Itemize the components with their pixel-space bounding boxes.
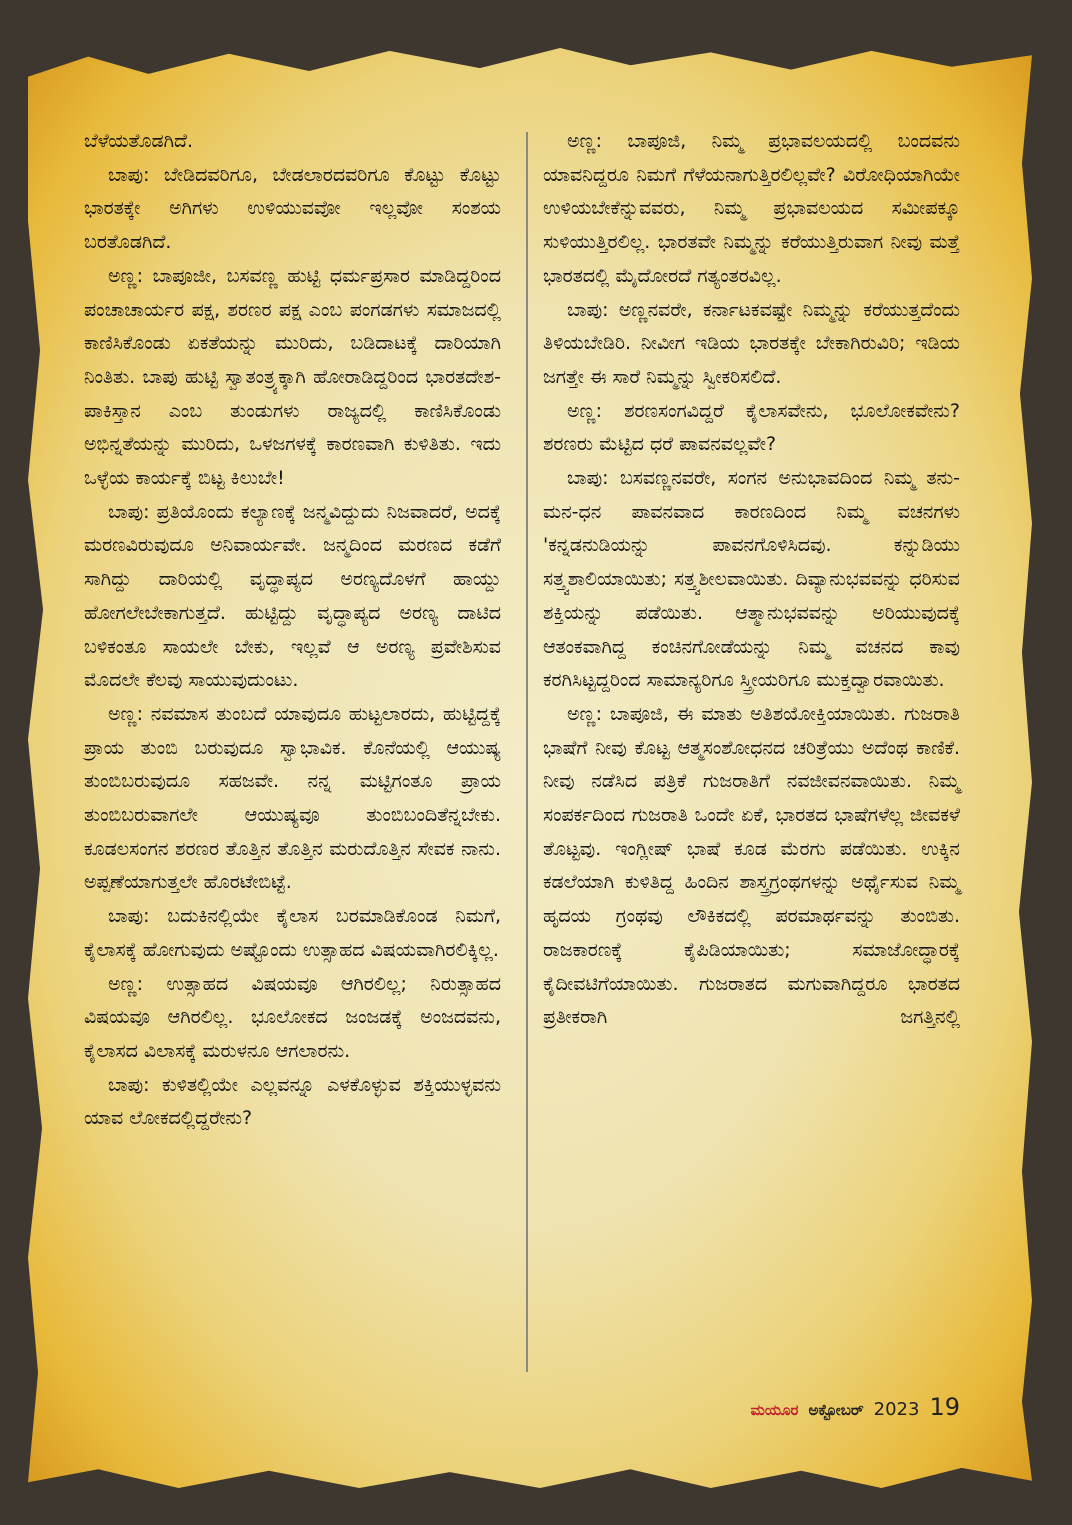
paragraph: ಅಣ್ಣ: ಬಾಪೂಜಿ, ನಿಮ್ಮ ಪ್ರಭಾವಲಯದಲ್ಲಿ ಬಂದವನು ಯಾವನಿದ್ದರೂ ನಿಮಗೆ ಗೆಳೆಯನಾಗುತ್ತಿರಲಿಲ್ಲವೇ? ವಿರೋಧಿಯಾಗಿಯೇ ಉಳಿಯಬೇಕೆನ್ನುವವರು, ನಿಮ್ಮ ಪ್ರಭಾವಲಯದ ಸಮೀಪಕ್ಕೂ ಸುಳಿಯುತ್ತಿರಲಿಲ್ಲ. ಭಾರತವೇ ನಿಮ್ಮನ್ನು ಕರೆಯುತ್ತಿರುವಾಗ ನೀವು ಮತ್ತೆ ಭಾರತದಲ್ಲಿ ಮೈದೋರದೆ ಗತ್ಯಂತರವಿಲ್ಲ. xyxy=(543,130,960,287)
column-divider xyxy=(526,132,528,1372)
paragraph: ಬಾಪು: ಕುಳಿತಲ್ಲಿಯೇ ಎಲ್ಲವನ್ನೂ ಎಳಕೊಳ್ಳುವ ಶಕ್ತಿಯುಳ್ಳವನು ಯಾವ ಲೋಕದಲ್ಲಿದ್ದರೇನು? xyxy=(84,1073,501,1130)
paragraph: ಬಾಪು: ಬಸವಣ್ಣನವರೇ, ಸಂಗನ ಅನುಭಾವದಿಂದ ನಿಮ್ಮ ತನು-ಮನ-ಧನ ಪಾವನವಾದ ಕಾರಣದಿಂದ ನಿಮ್ಮ ವಚನಗಳು 'ಕನ್ನಡನುಡಿಯನ್ನು ಪಾವನಗೊಳಿಸಿದವು. ಕನ್ನುಡಿಯು ಸತ್ತ್ವಶಾಲಿಯಾಯಿತು; ಸತ್ತ್ವಶೀಲವಾಯಿತು. ದಿವ್ಯಾನುಭವವನ್ನು ಧರಿಸುವ ಶಕ್ತಿಯನ್ನು ಪಡೆಯಿತು. ಆತ್ಮಾನುಭವವನ್ನು ಅರಿಯುವುದಕ್ಕೆ ಆತಂಕವಾಗಿದ್ದ ಕಂಚಿನಗೋಡೆಯನ್ನು ನಿಮ್ಮ ವಚನದ ಕಾವು ಕರಗಿಸಿಟ್ಟದ್ದರಿಂದ ಸಾಮಾನ್ಯರಿಗೂ ಸ್ತ್ರೀಯರಿಗೂ ಮುಕ್ತದ್ವಾರವಾಯಿತು. xyxy=(543,467,960,692)
left-column xyxy=(84,125,501,1136)
right-column xyxy=(543,125,960,1035)
paragraph: ಬಾಪು: ಅಣ್ಣನವರೇ, ಕರ್ನಾಟಕವಷ್ಟೇ ನಿಮ್ಮನ್ನು ಕರೆಯುತ್ತದೆಂದು ತಿಳಿಯಬೇಡಿರಿ. ನೀವೀಗ ಇಡಿಯ ಭಾರತಕ್ಕೇ ಬೇಕಾಗಿರುವಿರಿ; ಇಡಿಯ ಜಗತ್ತೇ ಈ ಸಾರೆ ನಿಮ್ಮನ್ನು ಸ್ವೀಕರಿಸಲಿದೆ. xyxy=(543,298,960,388)
page-footer xyxy=(751,1393,960,1421)
paragraph: ಬಾಪು: ಬೇಡಿದವರಿಗೂ, ಬೇಡಲಾರದವರಿಗೂ ಕೊಟ್ಟು ಕೊಟ್ಟು ಭಾರತಕ್ಕೇ ಅಗಿಗಳು ಉಳಿಯುವವೋ ಇಲ್ಲವೋ ಸಂಶಯ ಬರತೊಡಗಿದೆ. xyxy=(84,163,501,254)
issue-year: 2023 xyxy=(873,1399,920,1420)
paragraph: ಬಾಪು: ಪ್ರತಿಯೊಂದು ಕಲ್ಯಾಣಕ್ಕೆ ಜನ್ಮವಿದ್ದುದು ನಿಜವಾದರೆ, ಅದಕ್ಕೆ ಮರಣವಿರುವುದೂ ಅನಿವಾರ್ಯವೇ. ಜನ್ಮದಿಂದ ಮರಣದ ಕಡೆಗೆ ಸಾಗಿದ್ದು ದಾರಿಯಲ್ಲಿ ವೃದ್ಧಾಪ್ಯದ ಅರಣ್ಯದೊಳಗೆ ಹಾಯ್ದು ಹೋಗಲೇಬೇಕಾಗುತ್ತದೆ. ಹುಟ್ಟಿದ್ದು ವೃದ್ಧಾಪ್ಯದ ಅರಣ್ಯ ದಾಟಿದ ಬಳಿಕಂತೂ ಸಾಯಲೇ ಬೇಕು, ಇಲ್ಲವೆ ಆ ಅರಣ್ಯ ಪ್ರವೇಶಿಸುವ ಮೊದಲೇ ಕೆಲವು ಸಾಯುವುದುಂಟು. xyxy=(84,500,501,692)
paragraph: ಅಣ್ಣ: ಬಾಪೂಜಿ, ಈ ಮಾತು ಅತಿಶಯೋಕ್ತಿಯಾಯಿತು. ಗುಜರಾತಿ ಭಾಷೆಗೆ ನೀವು ಕೊಟ್ಟ ಆತ್ಮಸಂಶೋಧನದ ಚರಿತ್ರೆಯು ಅದೆಂಥ ಕಾಣಿಕೆ. ನೀವು ನಡೆಸಿದ ಪತ್ರಿಕೆ ಗುಜರಾತಿಗೆ ನವಜೀವನವಾಯಿತು. ನಿಮ್ಮ ಸಂಪರ್ಕದಿಂದ ಗುಜರಾತಿ ಒಂದೇ ಏಕೆ, ಭಾರತದ ಭಾಷೆಗಳೆಲ್ಲ ಜೀವಕಳೆ ತೊಟ್ಟವು. ಇಂಗ್ಲೀಷ್ ಭಾಷೆ ಕೂಡ ಮೆರಗು ಪಡೆಯಿತು. ಉಕ್ಕಿನ ಕಡಲೆಯಾಗಿ ಕುಳಿತಿದ್ದ ಹಿಂದಿನ ಶಾಸ್ತ್ರಗ್ರಂಥಗಳನ್ನು ಅರ್ಥೈಸುವ ನಿಮ್ಮ ಹೃದಯ ಗ್ರಂಥವು ಲೌಕಿಕದಲ್ಲಿ ಪರಮಾರ್ಥವನ್ನು ತುಂಬಿತು. ರಾಜಕಾರಣಕ್ಕೆ ಕೈಪಿಡಿಯಾಯಿತು; ಸಮಾಜೋದ್ಧಾರಕ್ಕೆ ಕೈದೀವಟಿಗೆಯಾಯಿತು. ಗುಜರಾತದ ಮಗುವಾಗಿದ್ದರೂ ಭಾರತದ ಪ್ರತೀಕರಾಗಿ ಜಗತ್ತಿನಲ್ಲಿ xyxy=(543,702,960,1029)
paragraph: ಅಣ್ಣ: ಉತ್ಸಾಹದ ವಿಷಯವೂ ಆಗಿರಲಿಲ್ಲ; ನಿರುತ್ಸಾಹದ ವಿಷಯವೂ ಆಗಿರಲಿಲ್ಲ. ಭೂಲೋಕದ ಜಂಜಡಕ್ಕೆ ಅಂಜದವನು, ಕೈಲಾಸದ ವಿಲಾಸಕ್ಕೆ ಮರುಳನೂ ಆಗಲಾರನು. xyxy=(84,972,501,1062)
magazine-brand: ಮಯೂರ xyxy=(750,1401,799,1419)
issue-month: ಅಕ್ಟೋಬರ್ xyxy=(808,1401,864,1419)
page-number: 19 xyxy=(929,1393,960,1421)
paragraph: ಅಣ್ಣ: ಬಾಪೂಜೀ, ಬಸವಣ್ಣ ಹುಟ್ಟಿ ಧರ್ಮಪ್ರಸಾರ ಮಾಡಿದ್ದರಿಂದ ಪಂಚಾಚಾರ್ಯರ ಪಕ್ಷ, ಶರಣರ ಪಕ್ಷ ಎಂಬ ಪಂಗಡಗಳು ಸಮಾಜದಲ್ಲಿ ಕಾಣಿಸಿಕೊಂಡು ಏಕತೆಯನ್ನು ಮುರಿದು, ಬಡಿದಾಟಕ್ಕೆ ದಾರಿಯಾಗಿ ನಿಂತಿತು. ಬಾಪು ಹುಟ್ಟಿ ಸ್ವಾತಂತ್ರ್ಯಕ್ಕಾಗಿ ಹೋರಾಡಿದ್ದರಿಂದ ಭಾರತದೇಶ-ಪಾಕಿಸ್ತಾನ ಎಂಬ ತುಂಡುಗಳು ರಾಜ್ಯದಲ್ಲಿ ಕಾಣಿಸಿಕೊಂಡು ಅಭಿನ್ನತೆಯನ್ನು ಮುರಿದು, ಒಳಜಗಳಕ್ಕೆ ಕಾರಣವಾಗಿ ಕುಳಿತಿತು. ಇದು ಒಳ್ಳೆಯ ಕಾರ್ಯಕ್ಕೆ ಬಿಟ್ಟ ಕಿಲುಬೇ! xyxy=(84,264,501,490)
paragraph: ಬೆಳೆಯತೊಡಗಿದೆ. xyxy=(84,130,194,152)
paragraph: ಅಣ್ಣ: ಶರಣಸಂಗವಿದ್ದರೆ ಕೈಲಾಸವೇನು, ಭೂಲೋಕವೇನು? ಶರಣರು ಮೆಟ್ಟಿದ ಧರೆ ಪಾವನವಲ್ಲವೇ? xyxy=(543,399,960,456)
paragraph: ಬಾಪು: ಬದುಕಿನಲ್ಲಿಯೇ ಕೈಲಾಸ ಬರಮಾಡಿಕೊಂಡ ನಿಮಗೆ, ಕೈಲಾಸಕ್ಕೆ ಹೋಗುವುದು ಅಷ್ಟೊಂದು ಉತ್ಸಾಹದ ವಿಷಯವಾಗಿರಲಿಕ್ಕಿಲ್ಲ. xyxy=(84,905,501,961)
paragraph: ಅಣ್ಣ: ನವಮಾಸ ತುಂಬದೆ ಯಾವುದೂ ಹುಟ್ಟಲಾರದು, ಹುಟ್ಟಿದ್ದಕ್ಕೆ ಪ್ರಾಯ ತುಂಬಿ ಬರುವುದೂ ಸ್ವಾಭಾವಿಕ. ಕೊನೆಯಲ್ಲಿ ಆಯುಷ್ಯ ತುಂಬಿಬರುವುದೂ ಸಹಜವೇ. ನನ್ನ ಮಟ್ಟಿಗಂತೂ ಪ್ರಾಯ ತುಂಬಿಬರುವಾಗಲೇ ಆಯುಷ್ಯವೂ ತುಂಬಿಬಂದಿತೆನ್ನಬೇಕು. ಕೂಡಲಸಂಗನ ಶರಣರ ತೊತ್ತಿನ ತೊತ್ತಿನ ಮರುದೊತ್ತಿನ ಸೇವಕ ನಾನು. ಅಪ್ಪಣೆಯಾಗುತ್ತಲೇ ಹೊರಟೇಬಿಟ್ಟೆ. xyxy=(84,702,501,894)
